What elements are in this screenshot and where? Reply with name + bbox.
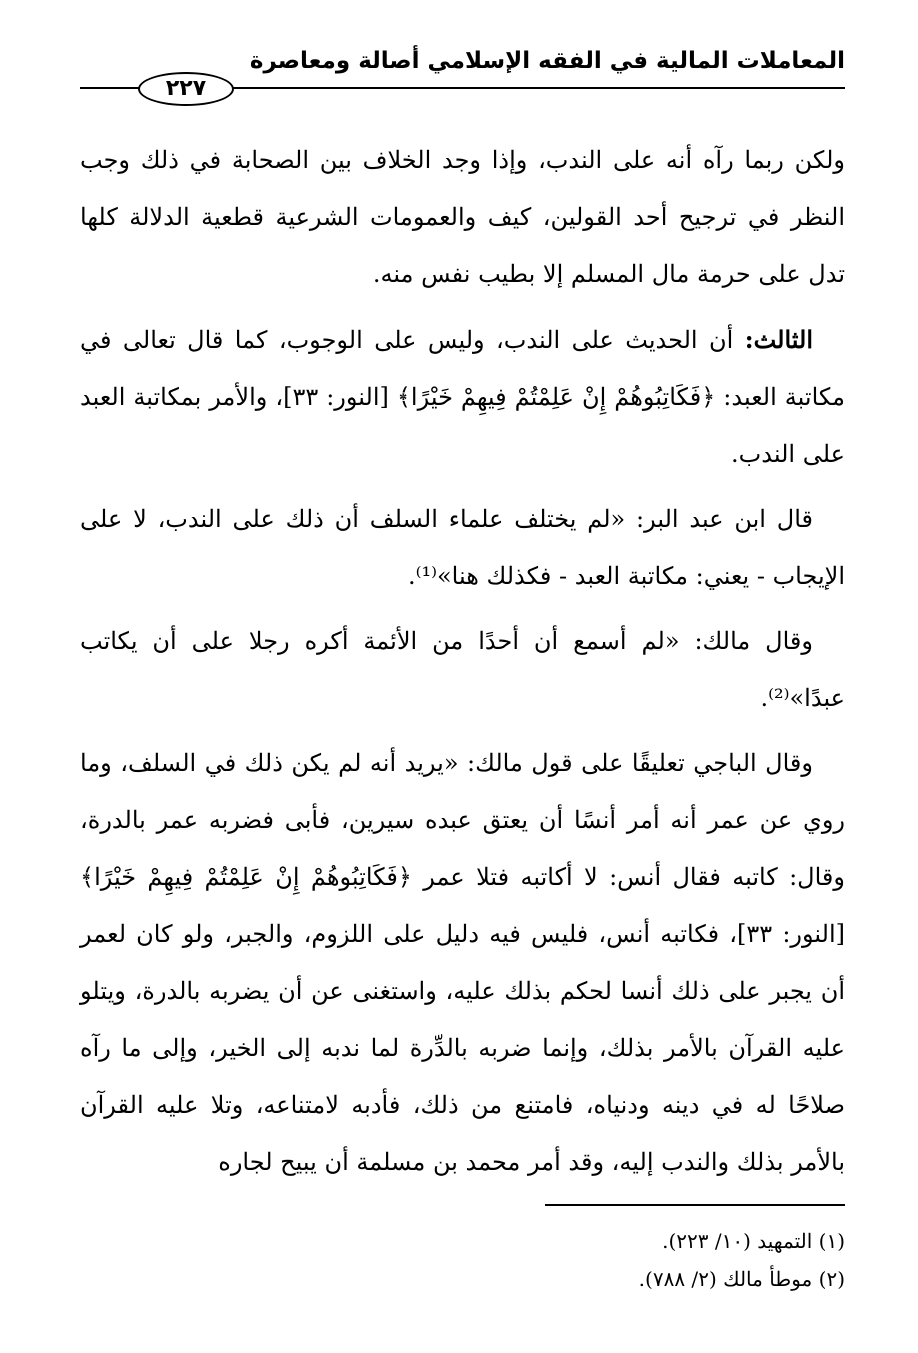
paragraph-2-text: أن الحديث على الندب، وليس على الوجوب، كما قال تعالى في مكاتبة العبد: ﴿فَكَاتِبُوهُمْ إِنْ عَلِمْتُمْ فِيهِمْ خَيْرًا﴾ [النور: ٣٣]، والأمر بمكاتبة العبد على الندب. (80, 326, 845, 468)
page-number: ٢٢٧ (138, 72, 234, 106)
paragraph-2-lead: الثالث: (744, 325, 813, 354)
running-title: المعاملات المالية في الفقه الإسلامي أصالة ومعاصرة (249, 48, 845, 74)
paragraph-2 (80, 311, 845, 483)
footnote-1: (١) التمهيد (١٠/ ٢٢٣). (662, 1229, 845, 1253)
footnote-2: (٢) موطأ مالك (٢/ ٧٨٨). (638, 1267, 845, 1291)
paragraph-4: وقال مالك: «لم أسمع أن أحدًا من الأئمة أكره رجلا على أن يكاتب عبدًا»⁽²⁾. (80, 627, 845, 712)
paragraph-3: قال ابن عبد البر: «لم يختلف علماء السلف أن ذلك على الندب، لا على الإيجاب - يعني: مكاتبة العبد - فكذلك هنا»⁽¹⁾. (80, 505, 845, 590)
main-text (80, 132, 845, 1199)
paragraph-1: ولكن ربما رآه أنه على الندب، وإذا وجد الخلاف بين الصحابة في ذلك وجب النظر في ترجيح أحد القولين، كيف والعمومات الشرعية قطعية الدلالة كلها تدل على حرمة مال المسلم إلا بطيب نفس منه. (80, 146, 846, 288)
page-header (80, 46, 845, 106)
footnote-rule (545, 1204, 845, 1206)
footnotes (80, 1204, 845, 1298)
paragraph-5: وقال الباجي تعليقًا على قول مالك: «يريد أنه لم يكن ذلك في السلف، وما روي عن عمر أنه أمر أنسًا أن يعتق عبده سيرين، فأبى فضربه عمر بالدرة، وقال: كاتبه فقال أنس: لا أكاتبه فتلا عمر ﴿فَكَاتِبُوهُمْ إِنْ عَلِمْتُمْ فِيهِمْ خَيْرًا﴾ [النور: ٣٣]، فكاتبه أنس، فليس فيه دليل على اللزوم، والجبر، ولو كان لعمر أن يجبر على ذلك أنسا لحكم بذلك عليه، واستغنى عن أن يضربه بالدرة، ويتلو عليه القرآن بالأمر بذلك، وإنما ضربه بالدِّرة لما ندبه إلى الخير، وإلى ما رآه صلاحًا له في دينه ودنياه، فامتنع من ذلك، فأدبه لامتناعه، وتلا عليه القرآن بالأمر بذلك والندب إليه، وقد أمر محمد بن مسلمة أن يبيح لجاره (80, 749, 846, 1176)
